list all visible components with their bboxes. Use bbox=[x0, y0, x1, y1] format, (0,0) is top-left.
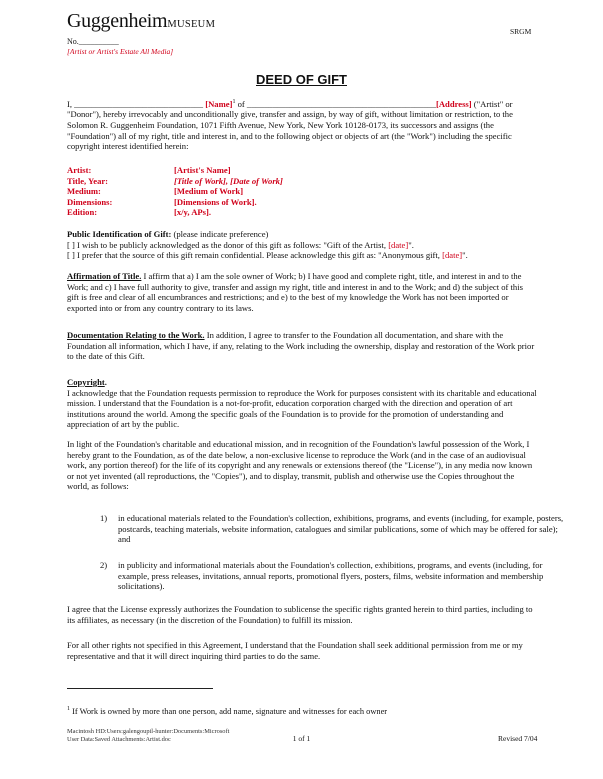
public-option-anonymous[interactable] bbox=[67, 250, 537, 261]
public-id-heading: Public Identification of Gift: bbox=[67, 229, 172, 239]
number-line bbox=[67, 37, 119, 46]
list-number: 2) bbox=[100, 560, 108, 570]
detail-value: [x/y, APs]. bbox=[174, 207, 212, 218]
logo-museum: MUSEUM bbox=[167, 19, 216, 30]
list-number: 1) bbox=[100, 513, 108, 523]
detail-label: Dimensions: bbox=[67, 196, 113, 207]
footnote-divider bbox=[67, 688, 213, 689]
date-field: [date] bbox=[442, 250, 463, 261]
footnote-mark: 1 bbox=[67, 706, 70, 712]
footnote-text: If Work is owned by more than one person, add name, signature and witnesses for each owner bbox=[70, 706, 388, 716]
address-blank: ____________________________________________ bbox=[246, 98, 436, 109]
intro-i: I, bbox=[67, 98, 75, 109]
address-field: [Address] bbox=[435, 98, 472, 109]
documentation-section bbox=[67, 330, 537, 362]
detail-row-edition bbox=[67, 207, 283, 218]
affirmation-text: I affirm that a) I am the sole owner of Work; b) I have good and complete right, title, and interest in and to the Work; and c) I have full authority to give, transfer and assign my right, title and interest in and to the Work; and d) the subject of this gift is free and clear of all encumbrances and restrictions; and e) to the best of my knowledge the Work has not been imported or exported into or from any country contrary to its laws. bbox=[67, 271, 523, 313]
option-end: ". bbox=[408, 239, 414, 250]
copyright-paragraph-4: For all other rights not specified in this Agreement, I understand that the Foundation shall seek additional permission from me or my representative and that it will direct inquiring third parties to do the same. bbox=[67, 640, 523, 661]
name-field: [Name] bbox=[205, 98, 233, 109]
footnote bbox=[67, 706, 387, 716]
copyright-paragraph-1: I acknowledge that the Foundation requests permission to reproduce the Work for purposes consistent with its charitable and educational mission. I understand that the Foundation is a not-for-profit, education corporation charged with the direction and operation of art institutions around the world. Among the specific goals of the Foundation is to provide for the promotion of understanding and appreciation of art by the public. bbox=[67, 387, 537, 430]
copyright-paragraph-2: In light of the Foundation's charitable and educational mission, and in recognition of the Foundation's lawful possession of the Work, I hereby grant to the Foundation, as of the date below, a non-exclusive license to reproduce the Work (and in the case of an audiovisual work, any portion thereof) for the life of its copyright and any renewals or extensions thereof (the "License"), in any media now known or not yet invented (all reproductions, the "Copies"), and to display, transmit, publish and otherwise use the Copies throughout the world, as follows: bbox=[67, 439, 533, 492]
detail-value: [Title of Work], [Date of Work] bbox=[174, 175, 283, 186]
number-label: No. bbox=[67, 37, 79, 46]
public-id-note: (please indicate preference) bbox=[171, 229, 269, 239]
option-text: [ ] I wish to be publicly acknowledged as the donor of this gift as follows: "Gift of the Artist, bbox=[67, 239, 389, 250]
detail-label: Medium: bbox=[67, 186, 101, 197]
file-path-line-1: Macintosh HD:Users:galengoupil-hunter:Documents:Microsoft bbox=[67, 728, 230, 735]
list-item-1 bbox=[100, 513, 570, 545]
intro-paragraph bbox=[67, 97, 537, 152]
public-option-acknowledged[interactable] bbox=[67, 240, 537, 251]
detail-label: Artist: bbox=[67, 165, 92, 175]
copyright-heading-line bbox=[67, 377, 537, 388]
intro-of: of bbox=[235, 98, 247, 109]
affirmation-section bbox=[67, 271, 537, 313]
copyright-section bbox=[67, 377, 537, 430]
documentation-heading: Documentation Relating to the Work. bbox=[67, 330, 205, 340]
srgm-code: SRGM bbox=[510, 27, 532, 36]
page-title: DEED OF GIFT bbox=[256, 72, 347, 87]
file-path-line-2: User Data:Saved Attachments:Artist.doc bbox=[67, 735, 171, 743]
detail-value: [Artist's Name] bbox=[174, 165, 231, 175]
detail-value: [Dimensions of Work]. bbox=[174, 196, 257, 207]
date-field: [date] bbox=[388, 239, 409, 250]
option-text: [ ] I prefer that the source of this gift remain confidential. Please acknowledge this gift as: "Anonymous gift, bbox=[67, 250, 443, 261]
option-end: ". bbox=[462, 250, 468, 261]
guggenheim-logo bbox=[67, 10, 215, 33]
list-text: in educational materials related to the Foundation's collection, exhibitions, programs, and events (including, for example, posters, postcards, teaching materials, website information, catalogues and similar publications, some of which may be offered for sale); and bbox=[118, 513, 564, 545]
detail-row-title bbox=[67, 176, 283, 187]
detail-row-artist bbox=[67, 165, 283, 176]
work-details bbox=[67, 165, 283, 218]
page-number: 1 of 1 bbox=[292, 734, 311, 743]
form-subtitle: [Artist or Artist's Estate All Media] bbox=[67, 47, 174, 56]
name-blank: ______________________________ bbox=[74, 98, 206, 109]
copyright-heading: Copyright bbox=[67, 377, 105, 387]
list-text: in publicity and informational materials about the Foundation's collection, exhibitions, programs, and events (including, for example, press releases, invitations, annual reports, promotional flyers, posters, films, website information and membership solicitations). bbox=[118, 560, 544, 592]
detail-row-medium bbox=[67, 186, 283, 197]
logo-brand: Guggenheim bbox=[67, 10, 168, 32]
revision-date: Revised 7/04 bbox=[498, 734, 538, 743]
list-item-2 bbox=[100, 560, 570, 592]
copyright-paragraph-3: I agree that the License expressly authorizes the Foundation to sublicense the specific rights granted herein to third parties, including to its affiliates, as necessary (in the discretion of the Foundation) to fulfill its mission. bbox=[67, 604, 533, 625]
documentation-text: In addition, I agree to transfer to the Foundation all documentation, and share with the Foundation all information, which I have, if any, relating to the Work including the ownership, display and restoration of the Work prior to the date of this Gift. bbox=[67, 330, 535, 362]
public-identification-section bbox=[67, 229, 537, 261]
detail-label: Edition: bbox=[67, 207, 98, 218]
public-id-heading-line bbox=[67, 229, 537, 240]
intro-text: ("Artist" or "Donor"), hereby irrevocably and unconditionally give, transfer and assign, by way of gift, without limitation or restriction, to the Solomon R. Guggenheim Foundation, 1071 Fifth Avenue, New York, New York 10128-0173, its successors and assigns (the "Foundation") all of my right, title and interest in, and to the following object or objects of art (the "Work") including the specific copyright interest identified herein: bbox=[67, 98, 513, 152]
detail-value: [Medium of Work] bbox=[174, 186, 244, 197]
copyright-heading-end: . bbox=[104, 377, 107, 387]
affirmation-heading: Affirmation of Title. bbox=[67, 271, 142, 281]
detail-label: Title, Year: bbox=[67, 175, 109, 186]
number-blank: __________ bbox=[78, 37, 119, 46]
detail-row-dimensions bbox=[67, 197, 283, 208]
footnote-ref: 1 bbox=[232, 99, 236, 105]
